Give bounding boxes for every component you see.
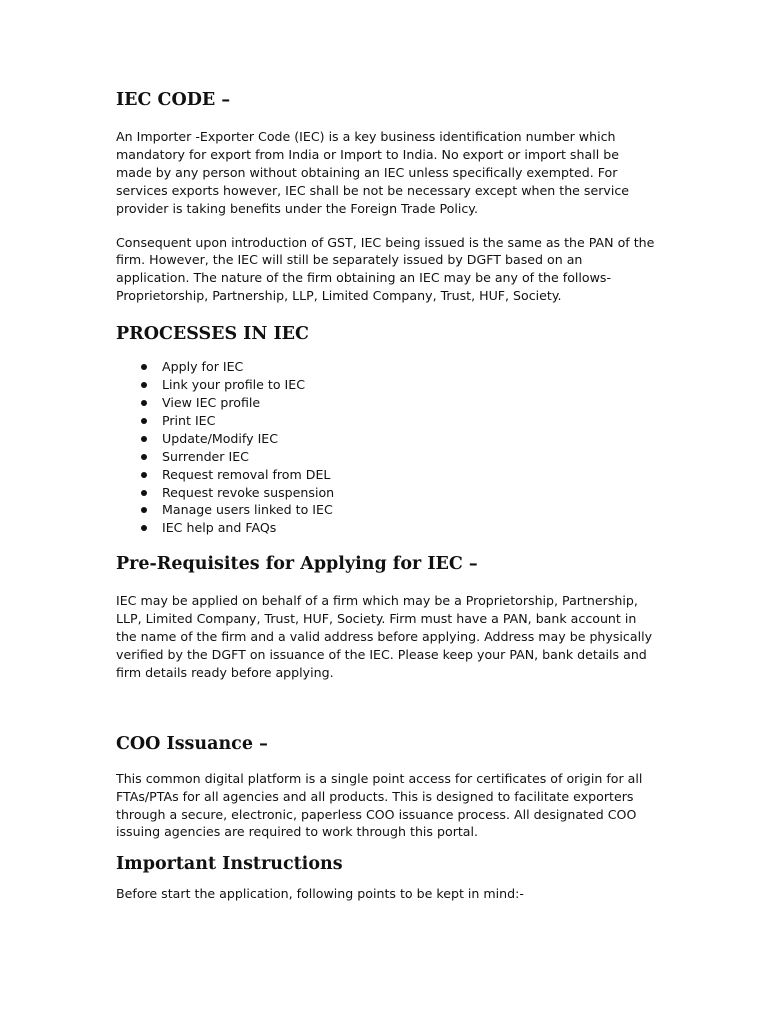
list-item <box>116 519 656 537</box>
list-item-label: IEC help and FAQs <box>162 520 277 536</box>
bullet-icon <box>141 418 147 424</box>
list-item-label: Request revoke suspension <box>162 484 335 500</box>
bullet-icon <box>141 400 147 406</box>
coo-heading: COO Issuance – <box>116 733 268 754</box>
bullet-icon <box>141 364 147 370</box>
iec-code-paragraph-2: Consequent upon introduction of GST, IEC being issued is the same as the PAN of the firm. However, the IEC will still be separately issued by DGFT based on an application. The nature of the firm obtaining an IEC may be any of the follows- Proprietorship, Partnership, LLP, Limited Company, Trust, HUF, Society. <box>116 234 655 304</box>
list-item <box>116 376 656 394</box>
prerequisites-heading: Pre-Requisites for Applying for IEC – <box>116 554 478 575</box>
iec-code-heading: IEC CODE – <box>116 90 231 110</box>
list-item <box>116 358 656 376</box>
bullet-icon <box>141 472 147 478</box>
list-item <box>116 484 656 502</box>
list-item <box>116 430 656 448</box>
processes-heading: PROCESSES IN IEC <box>116 324 309 345</box>
instructions-heading: Important Instructions <box>116 854 343 875</box>
bullet-icon <box>141 382 147 388</box>
list-item <box>116 394 656 412</box>
list-item-label: Link your profile to IEC <box>162 377 306 393</box>
bullet-icon <box>141 507 147 513</box>
instructions-paragraph: Before start the application, following points to be kept in mind:- <box>116 886 524 902</box>
bullet-icon <box>141 525 147 531</box>
bullet-icon <box>141 490 147 496</box>
bullet-icon <box>141 454 147 460</box>
iec-code-paragraph-1: An Importer -Exporter Code (IEC) is a key business identification number which mandatory for export from India or Import to India. No export or import shall be made by any person without obtaining an IEC unless specifically exempted. For services exports however, IEC shall be not be necessary except when the service provider is taking benefits under the Foreign Trade Policy. <box>116 129 630 216</box>
processes-list <box>116 358 656 537</box>
prerequisites-paragraph: IEC may be applied on behalf of a firm which may be a Proprietorship, Partnership, LLP, Limited Company, Trust, HUF, Society. Firm must have a PAN, bank account in the name of the firm and a valid address before applying. Address may be physically verified by the DGFT on issuance of the IEC. Please keep your PAN, bank details and firm details ready before applying. <box>116 593 653 680</box>
list-item-label: Request removal from DEL <box>162 466 331 482</box>
list-item-label: Update/Modify IEC <box>162 430 279 446</box>
list-item <box>116 501 656 519</box>
list-item-label: View IEC profile <box>162 394 261 410</box>
bullet-icon <box>141 436 147 442</box>
document-page <box>116 88 656 903</box>
list-item-label: Print IEC <box>162 412 216 428</box>
list-item <box>116 466 656 484</box>
list-item <box>116 412 656 430</box>
list-item-label: Apply for IEC <box>162 359 244 375</box>
list-item <box>116 448 656 466</box>
coo-paragraph: This common digital platform is a single point access for certificates of origin for all FTAs/PTAs for all agencies and all products. This is designed to facilitate exporters through a secure, electronic, paperless COO issuance process. All designated COO issuing agencies are required to work through this portal. <box>116 770 643 840</box>
list-item-label: Manage users linked to IEC <box>162 502 333 518</box>
list-item-label: Surrender IEC <box>162 448 249 464</box>
